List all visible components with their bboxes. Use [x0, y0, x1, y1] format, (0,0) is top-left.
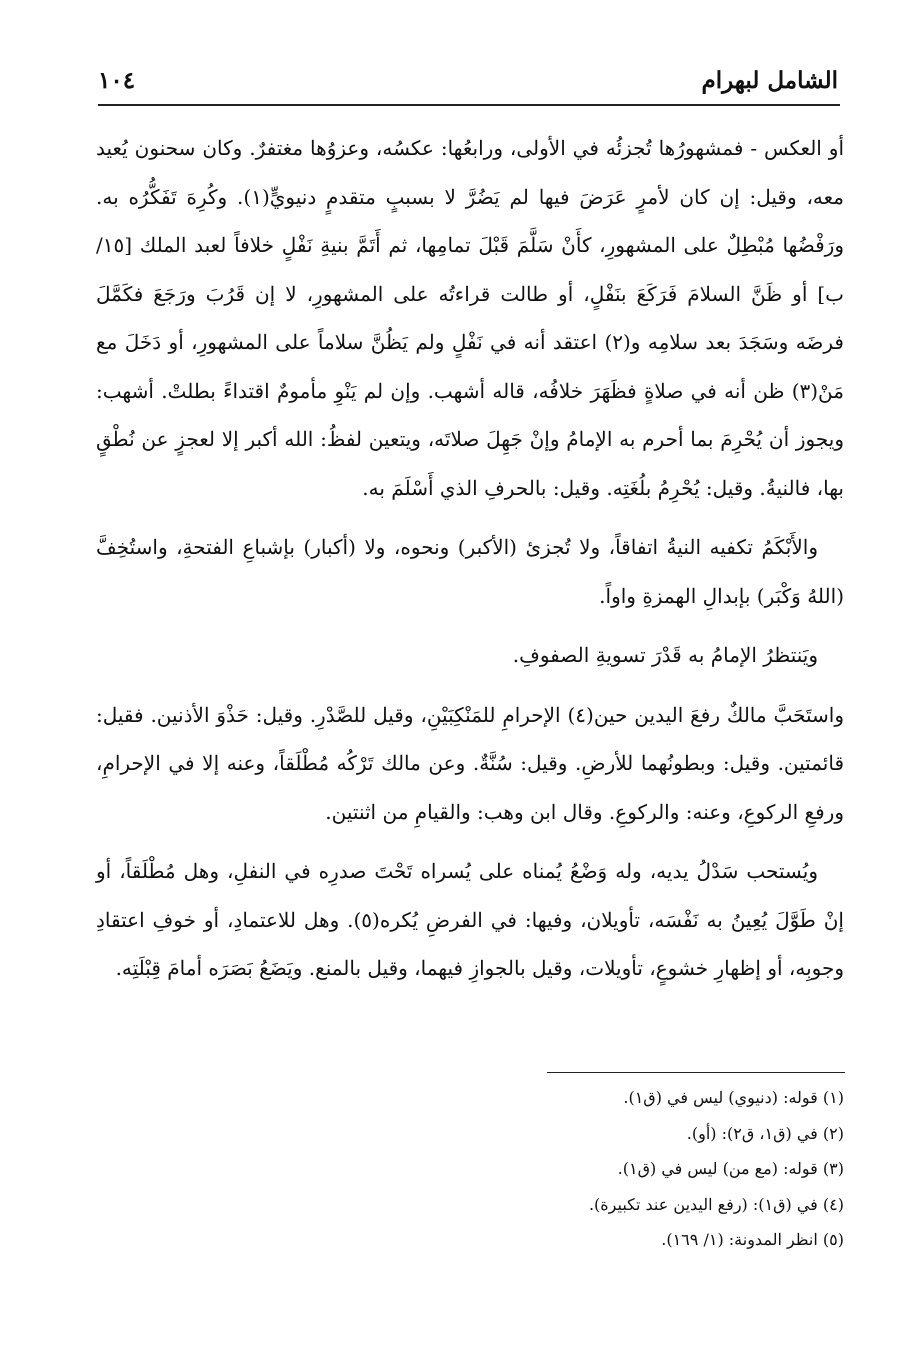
footnote: (٤) في (ق١): (رفع اليدين عند تكبيرة).: [588, 1194, 844, 1214]
footnotes: [96, 1080, 844, 1258]
header-divider: [98, 104, 840, 106]
paragraph: ويَنتظرُ الإمامُ به قَدْرَ تسويةِ الصفوفِ.: [512, 643, 818, 667]
footnote: (٢) في (ق١، ق٢): (أو).: [686, 1123, 844, 1143]
footnote: (٣) قوله: (مع من) ليس في (ق١).: [617, 1159, 844, 1178]
running-header: [98, 58, 838, 102]
paragraph: والأَبْكَمُ تكفيه النيةُ اتفاقاً، ولا تُجزئ (الأكبر) ونحوه، ولا (أكبار) بإشباعِ الفتحةِ، واستُخِفَّ (اللهُ وَكْبَر) بإبدالِ الهمزةِ واواً.: [96, 535, 844, 608]
paragraph: أو العكس - فمشهورُها تُجزئُه في الأولى، ورابعُها: عكسُه، وعزوُها مغتفرٌ. وكان سحنون يُعيد معه، وقيل: إن كان لأمرٍ عَرَضَ فيها لم يَضُرَّ لا بسببٍ متقدمٍ دنيويٍّ(١). وكُرِهَ تَفَكُّرُه به. ورَفْضُها مُبْطِلٌ على المشهورِ، كأَنْ سَلَّمَ قَبْلَ تمامِها، ثم أَتَمَّ بنيةِ نَفْلٍ خلافاً لعبد الملك [١٥/ ب] أو ظَنَّ السلامَ فَرَكَعَ بنَفْلٍ، أو طالت قراءتُه على المشهورِ، لا إن قَرُبَ ورَجَعَ فكَمَّلَ فرضَه وسَجَدَ بعد سلامِه و(٢) اعتقد أنه في نَفْلٍ ولم يَظُنَّ سلاماً على المشهورِ، أو دَخَلَ مع مَنْ(٣) ظن أنه في صلاةٍ فظَهَرَ خلافُه، قاله أشهب. وإن لم يَنْوِ مأمومٌ اقتداءً بطلتْ. أشهب: ويجوز أن يُحْرِمَ بما أحرم به الإمامُ وإنْ جَهِلَ صلاتَه، ويتعين لفظُ: الله أكبر إلا لعجزٍ عن نُطْقٍ بها، فالنيةُ. وقيل: يُحْرِمُ بلُغَتِه. وقيل: بالحرفِ الذي أَسْلَمَ به.: [96, 136, 844, 500]
footnote: (١) قوله: (دنيوي) ليس في (ق١).: [623, 1088, 844, 1107]
paragraph: ويُستحب سَدْلُ يديه، وله وَضْعُ يُمناه على يُسراه تَحْتَ صدرِه في النفلِ، وهل مُطْلَقاً، أو إنْ طَوَّلَ يُعِينُ به نَفْسَه، تأويلان، وفيها: في الفرضِ يُكره(٥). وهل للاعتمادِ، أو خوفِ اعتقادِ وجوبِه، أو إظهارِ خشوعٍ، تأويلات، وقيل بالجوازِ فيهما، وقيل بالمنع. ويَضَعُ بَصَرَه أمامَ قِبْلَتِه.: [96, 859, 844, 980]
book-title: الشامل لبهرام: [701, 66, 838, 94]
paragraph: واستَحَبَّ مالكٌ رفعَ اليدين حين(٤) الإحرامِ للمَنْكِبَيْنِ، وقيل للصَّدْرِ. وقيل: حَذْوَ الأذنين. فقيل: قائمتين. وقيل: وبطونُهما للأرضِ. وقيل: سُنَّةٌ. وعن مالك تَرْكُه مُطْلَقاً، وعنه إلا في الإحرامِ، ورفعِ الركوعِ، وعنه: والركوعِ. وقال ابن وهب: والقيامِ من اثنتين.: [96, 702, 844, 824]
footnote-divider: [547, 1072, 845, 1073]
main-text: [96, 124, 844, 993]
footnote: (٥) انظر المدونة: (١/ ١٦٩).: [661, 1230, 844, 1249]
page-number: ١٠٤: [98, 66, 136, 94]
